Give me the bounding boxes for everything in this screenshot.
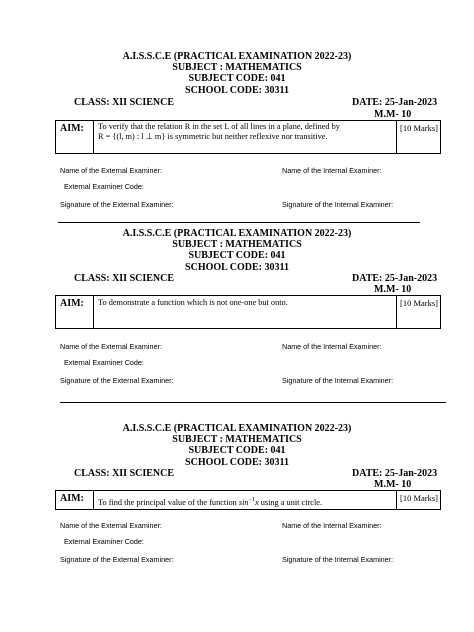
max-marks: M.M- 10 [374, 479, 412, 490]
marks-label: [10 Marks] [396, 121, 440, 153]
math-function: sin [238, 497, 249, 507]
aim-text [98, 495, 396, 508]
date-label: DATE: 25-Jan-2023 [352, 273, 438, 284]
cut-line [60, 402, 446, 403]
class-label: CLASS: XII SCIENCE [74, 273, 175, 284]
external-examiner-name: Name of the External Examiner: [60, 521, 162, 530]
aim-box [55, 295, 441, 329]
external-examiner-signature: Signature of the External Examiner: [60, 200, 174, 209]
marks-label: [10 Marks] [396, 296, 440, 328]
school-code: SCHOOL CODE: 30311 [185, 85, 289, 96]
math-variable: x [254, 497, 259, 507]
aim-text-line: To demonstrate a function which is not one-one but onto. [98, 298, 288, 307]
subject: SUBJECT : MATHEMATICS [172, 239, 302, 250]
aim-label: AIM: [56, 296, 94, 328]
school-code: SCHOOL CODE: 30311 [185, 262, 289, 273]
date-label: DATE: 25-Jan-2023 [352, 97, 438, 108]
aim-text-part: using a unit circle. [258, 497, 323, 507]
internal-examiner-signature: Signature of the Internal Examiner: [282, 555, 394, 564]
subject: SUBJECT : MATHEMATICS [172, 434, 302, 445]
external-examiner-signature: Signature of the External Examiner: [60, 376, 174, 385]
aim-label: AIM: [56, 491, 94, 509]
subject-code: SUBJECT CODE: 041 [188, 73, 286, 84]
aim-text [98, 122, 396, 142]
math-exponent: −1 [248, 497, 255, 503]
exam-title: A.I.S.S.C.E (PRACTICAL EXAMINATION 2022-23) [122, 423, 352, 434]
internal-examiner-name: Name of the Internal Examiner: [282, 521, 382, 530]
aim-box [55, 120, 441, 154]
internal-examiner-name: Name of the Internal Examiner: [282, 166, 382, 175]
school-code: SCHOOL CODE: 30311 [185, 457, 289, 468]
internal-examiner-signature: Signature of the Internal Examiner: [282, 200, 394, 209]
aim-text [98, 298, 396, 308]
max-marks: M.M- 10 [374, 109, 412, 120]
internal-examiner-signature: Signature of the Internal Examiner: [282, 376, 394, 385]
aim-text-line: To verify that the relation R in the set L of all lines in a plane, defined by [98, 122, 340, 131]
date-label: DATE: 25-Jan-2023 [352, 468, 438, 479]
exam-title: A.I.S.S.C.E (PRACTICAL EXAMINATION 2022-23) [122, 51, 352, 62]
marks-label: [10 Marks] [396, 491, 440, 509]
external-examiner-code: External Examiner Code: [64, 358, 144, 367]
external-examiner-code: External Examiner Code: [64, 537, 144, 546]
max-marks: M.M- 10 [374, 284, 412, 295]
internal-examiner-name: Name of the Internal Examiner: [282, 342, 382, 351]
subject: SUBJECT : MATHEMATICS [172, 62, 302, 73]
class-label: CLASS: XII SCIENCE [74, 468, 175, 479]
subject-code: SUBJECT CODE: 041 [188, 250, 286, 261]
exam-title: A.I.S.S.C.E (PRACTICAL EXAMINATION 2022-23) [122, 228, 352, 239]
external-examiner-code: External Examiner Code: [64, 182, 144, 191]
aim-text-line: R = {(l, m) : l ⊥ m} is symmetric but neither reflexive nor transitive. [98, 132, 328, 141]
aim-text-part: To find the principal value of the function [98, 497, 239, 507]
external-examiner-signature: Signature of the External Examiner: [60, 555, 174, 564]
class-label: CLASS: XII SCIENCE [74, 97, 175, 108]
external-examiner-name: Name of the External Examiner: [60, 166, 162, 175]
aim-label: AIM: [56, 121, 94, 153]
external-examiner-name: Name of the External Examiner: [60, 342, 162, 351]
cut-line [58, 222, 420, 223]
aim-box [55, 490, 441, 510]
subject-code: SUBJECT CODE: 041 [188, 445, 286, 456]
